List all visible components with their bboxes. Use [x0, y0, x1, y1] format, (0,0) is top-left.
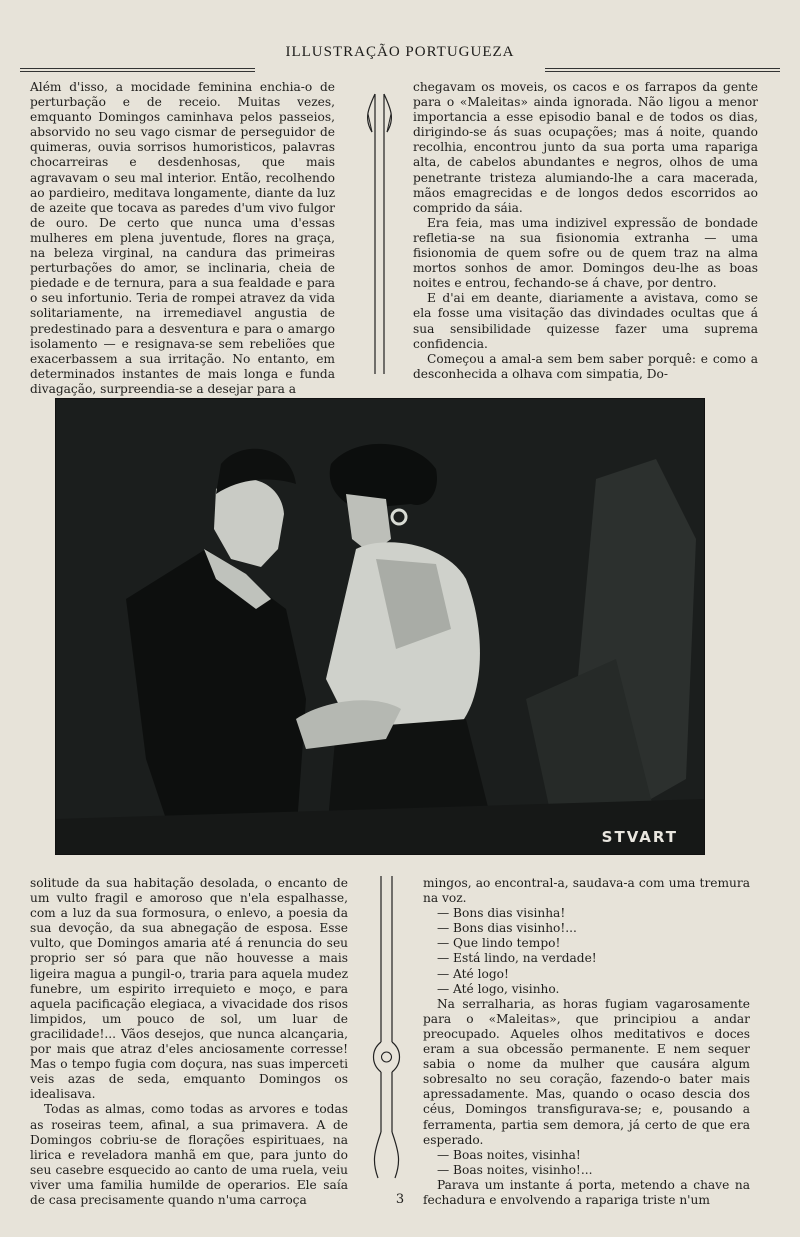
column-bottom-right	[423, 876, 750, 1208]
dialogue-line: — Boas noites, visinho!...	[437, 1162, 593, 1177]
masthead-rule-right	[545, 68, 780, 69]
paragraph: Na serralharia, as horas fugiam vagarosamente para o «Maleitas», que principiou a andar preocupado. Aqueles olhos meditativos e doces eram a sua obcessão permanente. E nem sequer sabia o nome da mulher que causára algum sobresalto no seu coração, fazendo-o bater mais apressadamente. Mas, quando o ocaso descia dos céus, Domingos transfigurava-se; e, pousando a ferramenta, partia sem demora, já certo de que era esperado.	[423, 996, 750, 1147]
ornamental-divider-top	[360, 84, 400, 380]
paragraph: Além d'isso, a mocidade feminina enchia-o de perturbação e de receio. Muitas vezes, emquanto Domingos caminhava pelos passeios, absorvido no seu vago cismar de perseguidor de quimeras, ouvia sorrisos humoristicos, palavras chocarreiras e desdenhosas, que mais agravavam o seu mal interior. Então, recolhendo ao pardieiro, meditava longamente, diante da luz de azeite que tocava as paredes d'um vivo fulgor de ouro. De certo que nunca uma d'essas mulheres em plena juventude, flores na graça, na beleza virginal, na candura das primeiras perturbações do amor, se inclinaria, cheia de piedade e de ternura, para a sua fealdade e para o seu infortunio. Teria de rompei atravez da vida solitariamente, na irremediavel angustia de predestinado para a desventura e para o amargo isolamento — e resignava-se sem rebeliões que exacerbassem a sua irritação. No entanto, em determinados instantes de mais longa e funda divagação, surpreendia-se a desejar para a	[30, 80, 335, 396]
illustration-couple	[55, 398, 705, 855]
paragraph: Todas as almas, como todas as arvores e todas as roseiras teem, afinal, a sua primavera. A de Domingos cobriu-se de florações espirituaes, na lirica e reveladora manhã em que, para junto do seu casebre esquecido ao canto de uma ruela, veiu viver uma familia humilde de operarios. Ele saía de casa precisamente quando n'uma carroça	[30, 1102, 348, 1207]
masthead-rule-left	[20, 68, 255, 69]
ornamental-divider-bottom	[366, 872, 410, 1184]
column-top-right	[413, 80, 758, 382]
paragraph: Era feia, mas uma indizivel expressão de bondade refletia-se na sua fisionomia extranha — uma fisionomia de quem sofre ou de quem traz na alma mortos sonhos de amor. Domingos deu-lhe as boas noites e entrou, fechando-se á chave, por dentro.	[413, 215, 758, 291]
dialogue-line: — Bons dias visinha!	[437, 906, 566, 921]
masthead-rule-right-2	[545, 71, 780, 72]
masthead-rule-left-2	[20, 71, 255, 72]
column-bottom-left	[30, 876, 348, 1208]
column-top-left	[30, 80, 335, 397]
artist-signature: STVART	[601, 828, 678, 846]
dialogue-line: — Até logo!	[437, 966, 509, 981]
illustration-drawing	[56, 399, 704, 854]
dialogue-line: — Bons dias visinho!...	[437, 921, 577, 936]
dialogue-line: — Boas noites, visinha!	[437, 1147, 581, 1162]
paragraph: E d'ai em deante, diariamente a avistava, como se ela fosse uma visitação das divindades ocultas que á sua sensibilidade quizesse fazer uma suprema confidencia.	[413, 291, 758, 351]
running-title: ILLUSTRAÇÃO PORTUGUEZA	[285, 44, 515, 60]
masthead	[20, 44, 780, 74]
dialogue-line: — Que lindo tempo!	[437, 936, 561, 951]
paragraph: Começou a amal-a sem bem saber porquê: e como a desconhecida a olhava com simpatia, Do-	[413, 351, 758, 381]
paragraph: Parava um instante á porta, metendo a chave na fechadura e envolvendo a rapariga triste n'um	[423, 1177, 750, 1207]
dialogue-line: — Até logo, visinho.	[437, 981, 560, 996]
dialogue-line: — Está lindo, na verdade!	[437, 951, 597, 966]
paragraph: chegavam os moveis, os cacos e os farrapos da gente para o «Maleitas» ainda ignorada. Não ligou a menor importancia a esse episodio banal e de todos os dias, dirigindo-se ás suas ocupações; mas á noite, quando recolhia, encontrou junto da sua porta uma rapariga alta, de cabelos abundantes e negros, olhos de uma penetrante tristeza alumiando-lhe a cara macerada, mãos emagrecidas e de longos dedos escorridos ao comprido da sáia.	[413, 80, 758, 215]
page-number: 3	[395, 1192, 405, 1207]
paragraph: solitude da sua habitação desolada, o encanto de um vulto fragil e amoroso que n'ela espalhasse, com a luz da sua formosura, o enlevo, a poesia da sua devoção, da sua abnegação de esposa. Esse vulto, que Domingos amaria até á renuncia do seu proprio ser só para que não houvesse a mais ligeira magua a pungil-o, traria para aquela mudez funebre, um espirito irrequieto e moço, e para aquela pacificação elegiaca, a vivacidade dos risos limpidos, um pouco de sol, um luar de gracilidade!... Vãos desejos, que nunca alcançaria, por mais que atraz d'eles anciosamente corresse! Mas o tempo fugia com doçura, nas suas imperceti veis azas de seda, emquanto Domingos os idealisava.	[30, 876, 348, 1102]
paragraph: mingos, ao encontral-a, saudava-a com uma tremura na voz.	[423, 876, 750, 906]
